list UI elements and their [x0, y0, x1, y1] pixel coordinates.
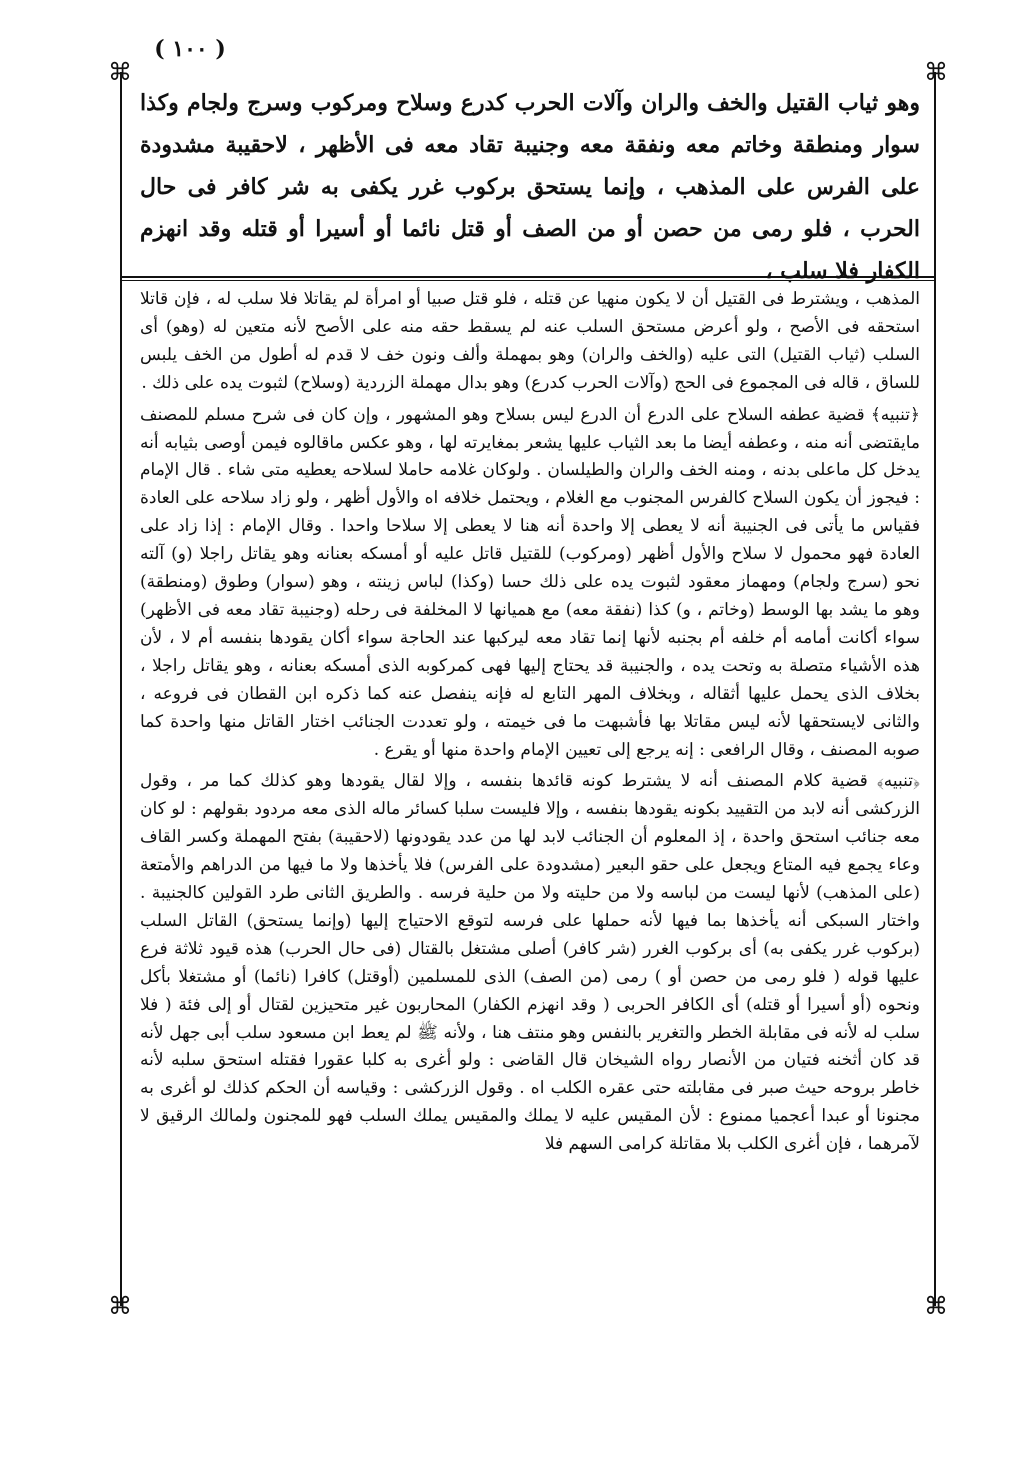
sharh-paragraph: ﴿تنبيه﴾ قضية عطفه السلاح على الدرع أن الدرع ليس بسلاح وهو المشهور ، وإن كان فى شرح مسلم للمصنف مايقتضى أنه منه ، وعطفه أيضا ما بعد الثياب عليها يشعر بمغايرته لها ، وهو عكس ماقالوه فيمن أوصى بثيابه أنه يدخل كل ماعلى بدنه ، ومنه الخف والران والطيلسان . ولوكان غلامه حاملا لسلاحه يعطيه متى شاء . قال الإمام : فيجوز أن يكون السلاح كالفرس المجنوب مع الغلام ، ويحتمل خلافه اه والأول أظهر ، ولو زاد سلاحه على العادة فقياس ما يأتى فى الجنيبة أنه لا يعطى إلا واحدة أنه هنا لا يعطى إلا سلاحا واحدا . وقال الإمام : إذا زاد على العادة فهو محمول لا سلاح والأول أظهر (ومركوب) للقتيل قاتل عليه أو أمسكه بعنانه وهو يقاتل راجلا (و) آلته نحو (سرج ولجام) ومهماز معقود لثبوت يده على ذلك حسا (وكذا) لباس زينته ، وهو (سوار) وطوق (ومنطقة) وهو ما يشد بها الوسط (وخاتم ، و) كذا (نفقة معه) مع هميانها لا المخلفة فى رحله (وجنيبة تقاد معه فى الأظهر) سواء أكانت أمامه أم خلفه أم بجنبه لأنها إنما تقاد معه ليركبها عند الحاجة سواء أكان يقودها بنفسه أم لا ، لأن هذه الأشياء متصلة به وتحت يده ، والجنيبة قد يحتاج إليها فهى كمركوبه الذى أمسكه بعنانه ، وهو يقاتل راجلا ، بخلاف الذى يحمل عليها أثقاله ، وبخلاف المهر التابع له فإنه ينفصل عنه كما ذكره ابن القطان فى فروعه ، والثانى لايستحقها لأنه ليس مقاتلا بها فأشبهت ما فى خيمته ، ولو تعددت الجنائب اختار القاتل منها واحدة كما صوبه المصنف ، وقال الرافعى : إنه يرجع إلى تعيين الإمام واحدة منها أو يقرع .	[140, 404, 920, 760]
ornament-corner-icon: ⌘	[924, 1292, 948, 1320]
page-number: ( ١٠٠ )	[154, 36, 226, 62]
sharh-paragraph: المذهب ، ويشترط فى القتيل أن لا يكون منهيا عن قتله ، فلو قتل صبيا أو امرأة لم يقاتلا فلا سلب له ، فإن قاتلا استحقه فى الأصح ، ولو أعرض مستحق السلب عنه لم يسقط حقه منه على الأصح لأنه متعين له (وهو) أى السلب (ثياب القتيل) التى عليه (والخف والران) وهو بمهملة وألف ونون خف لا قدم له أطول من الخف يلبس للساق ، قاله فى المجموع فى الحج (وآلات الحرب كدرع) وهو بدال مهملة الزردية (وسلاح) لثبوت يده على ذلك .	[140, 289, 920, 393]
ornament-corner-icon: ⌘	[108, 58, 132, 86]
sharh-commentary	[140, 286, 920, 1296]
ornament-corner-icon: ⌘	[108, 1292, 132, 1320]
section-divider	[122, 276, 934, 281]
matn-text	[140, 82, 920, 292]
ornament-corner-icon: ⌘	[924, 58, 948, 86]
matn-paragraph: وهو ثياب القتيل والخف والران وآلات الحرب كدرع وسلاح ومركوب وسرج ولجام وكذا سوار ومنطقة وخاتم معه ونفقة معه وجنيبة تقاد معه فى الأظهر ، لاحقيبة مشدودة على الفرس على المذهب ، وإنما يستحق بركوب غرر يكفى به شر كافر فى حال الحرب ، فلو رمى من حصن أو من الصف أو قتل نائما أو أسيرا أو قتله وقد انهزم الكفار فلا سلب ،	[140, 90, 920, 284]
sharh-paragraph: ﴿تنبيه﴾ قضية كلام المصنف أنه لا يشترط كونه قائدها بنفسه ، وإلا لقال يقودها وهو كذلك كما مر ، وقول الزركشى أنه لابد من التقييد بكونه يقودها بنفسه ، وإلا فليست سلبا كسائر ماله الذى معه مردود بقولهم : لو كان معه جنائب استحق واحدة ، إذ المعلوم أن الجنائب لابد لها من عدد يقودونها (لاحقيبة) بفتح المهملة وكسر القاف وعاء يجمع فيه المتاع ويجعل على حقو البعير (مشدودة على الفرس) فلا يأخذها ولا ما فيها من الدراهم والأمتعة (على المذهب) لأنها ليست من لباسه ولا من حليته ولا من حلية فرسه . والطريق الثانى طرد القولين كالجنيبة . واختار السبكى أنه يأخذها بما فيها لأنه حملها على فرسه لتوقع الاحتياج إليها (وإنما يستحق) القاتل السلب (بركوب غرر يكفى به) أى بركوب الغرر (شر كافر) أصلى مشتغل بالقتال (فى حال الحرب) هذه قيود ثلاثة فرع عليها قوله ( فلو رمى من حصن أو ) رمى (من الصف) الذى للمسلمين (أوقتل) كافرا (نائما) أو مشتغلا بأكل ونحوه (أو أسيرا أو قتله) أى الكافر الحربى ( وقد انهزم الكفار) المحاربون غير متحيزين لقتال أو إلى فئة ( فلا سلب له لأنه فى مقابلة الخطر والتغرير بالنفس وهو منتف هنا ، ولأنه ﷺ لم يعط ابن مسعود سلب أبى جهل لأنه قد كان أثخنه فتيان من الأنصار رواه الشيخان قال القاضى : ولو أغرى به كلبا عقورا فقتله استحق سلبه لأنه خاطر بروحه حيث صبر فى مقابلته حتى عقره الكلب اه . وقول الزركشى : وقياسه أن الحكم كذلك لو أغرى به مجنونا أو عبدا أعجميا ممنوع : لأن المقيس عليه لا يملك والمقيس يملك السلب فهو للمجنون ولمالك الرقيق لا لآمرهما ، فإن أغرى الكلب بلا مقاتلة كرامى السهم فلا	[140, 771, 920, 1155]
